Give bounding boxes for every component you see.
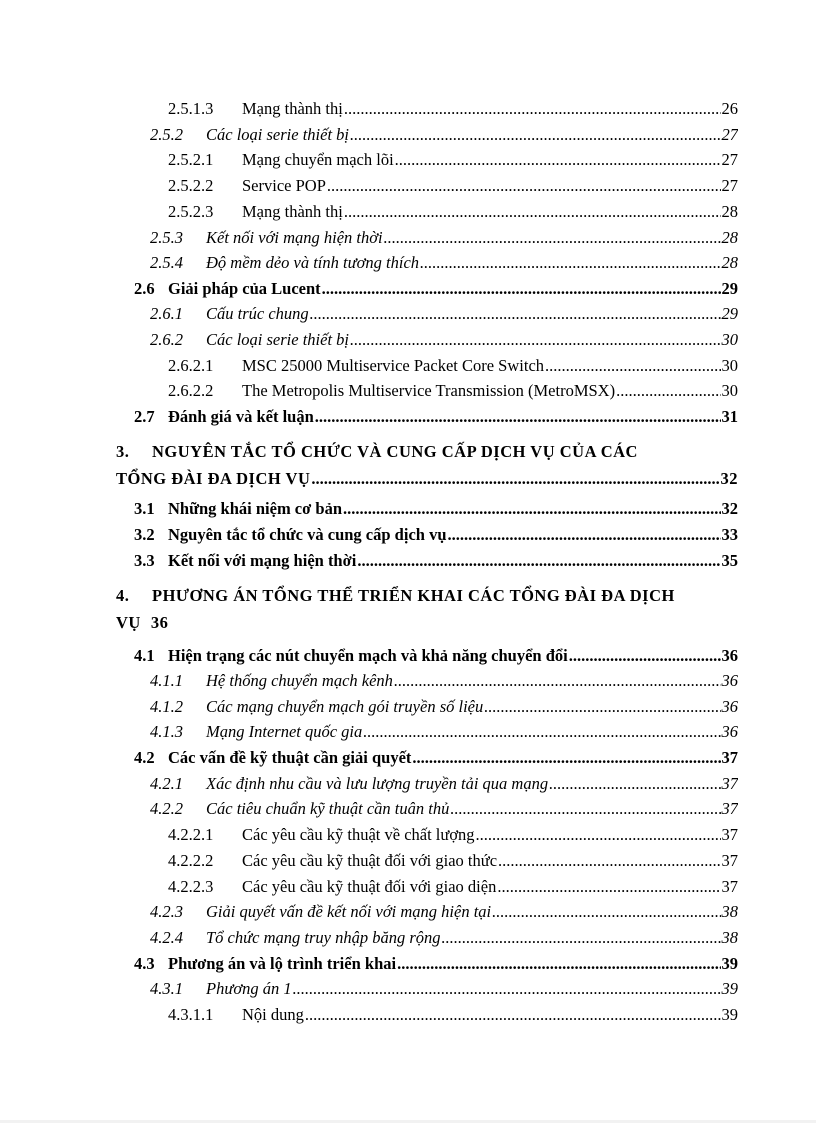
toc-entry[interactable]: 2.5.2.3 Mạng thành thị ..... 28 (168, 200, 738, 224)
toc-entry[interactable]: 4.2.2.2 Các yêu cầu kỹ thuật đối với giao thức ..... 37 (168, 849, 738, 873)
toc-entry[interactable]: 4.1.3 Mạng Internet quốc gia ..... 36 (150, 720, 738, 744)
toc-entry[interactable]: 4.2.2.1 Các yêu cầu kỹ thuật về chất lượng ..... 37 (168, 823, 738, 847)
toc-entry[interactable]: 2.6.2.2 The Metropolis Multiservice Transmission (MetroMSX) ..... 30 (168, 379, 738, 403)
toc-entry[interactable]: 2.6 Giải pháp của Lucent ..... 29 (134, 277, 738, 301)
toc-entry[interactable]: 4.2.3 Giải quyết vấn đề kết nối với mạng hiện tại ..... 38 (150, 900, 738, 924)
toc-entry[interactable]: 2.5.4 Độ mềm dẻo và tính tương thích ..... 28 (150, 251, 738, 275)
toc-entry[interactable]: 2.5.2.1 Mạng chuyển mạch lõi ..... 27 (168, 148, 738, 172)
toc-entry[interactable]: 4.3.1 Phương án 1 ..... 39 (150, 977, 738, 1001)
toc-entry[interactable]: 4.2.2 Các tiêu chuẩn kỹ thuật cần tuân thủ ..... 37 (150, 797, 738, 821)
toc-entry[interactable]: 2.5.2 Các loại serie thiết bị ..... 27 (150, 123, 738, 147)
toc-entry[interactable]: 2.6.2 Các loại serie thiết bị ..... 30 (150, 328, 738, 352)
toc-entry[interactable]: 4.1 Hiện trạng các nút chuyển mạch và khả năng chuyển đổi ..... 36 (134, 644, 738, 668)
toc-entry[interactable]: 4.3 Phương án và lộ trình triển khai ..... 39 (134, 952, 738, 976)
toc-entry[interactable]: 3.2 Nguyên tắc tổ chức và cung cấp dịch vụ ..... 33 (134, 523, 738, 547)
toc-entry[interactable]: 3.1 Những khái niệm cơ bản ..... 32 (134, 497, 738, 521)
toc-entry[interactable]: 4.2.4 Tổ chức mạng truy nhập băng rộng ..... 38 (150, 926, 738, 950)
toc-entry[interactable]: 2.5.2.2 Service POP ..... 27 (168, 174, 738, 198)
toc-entry[interactable]: 2.5.3 Kết nối với mạng hiện thời ..... 28 (150, 226, 738, 250)
toc-chapter-3[interactable]: 3. NGUYÊN TẮC TỔ CHỨC VÀ CUNG CẤP DỊCH VỤ CỦA CÁC TỔNG ĐÀI ĐA DỊCH VỤ ..... 32 (116, 438, 738, 492)
toc-entry[interactable]: 4.3.1.1 Nội dung ..... 39 (168, 1003, 738, 1027)
toc-entry[interactable]: 2.6.1 Cấu trúc chung ..... 29 (150, 302, 738, 326)
toc-entry[interactable]: 2.6.2.1 MSC 25000 Multiservice Packet Core Switch ..... 30 (168, 354, 738, 378)
toc-chapter-4[interactable]: 4. PHƯƠNG ÁN TỔNG THỂ TRIỂN KHAI CÁC TỔNG ĐÀI ĐA DỊCH VỤ 36 (116, 586, 675, 632)
toc-entry[interactable]: 4.1.2 Các mạng chuyển mạch gói truyền số liệu ..... 36 (150, 695, 738, 719)
toc-entry[interactable]: 2.5.1.3 Mạng thành thị ..... 26 (168, 97, 738, 121)
toc-entry[interactable]: 3.3 Kết nối với mạng hiện thời ..... 35 (134, 549, 738, 573)
toc-entry[interactable]: 4.2.1 Xác định nhu cầu và lưu lượng truyền tải qua mạng ..... 37 (150, 772, 738, 796)
toc-entry[interactable]: 4.2.2.3 Các yêu cầu kỹ thuật đối với giao diện ..... 37 (168, 875, 738, 899)
toc-entry[interactable]: 4.1.1 Hệ thống chuyển mạch kênh ..... 36 (150, 669, 738, 693)
toc-entry[interactable]: 2.7 Đánh giá và kết luận ..... 31 (134, 405, 738, 429)
toc-entry[interactable]: 4.2 Các vấn đề kỹ thuật cần giải quyết ..... 37 (134, 746, 738, 770)
